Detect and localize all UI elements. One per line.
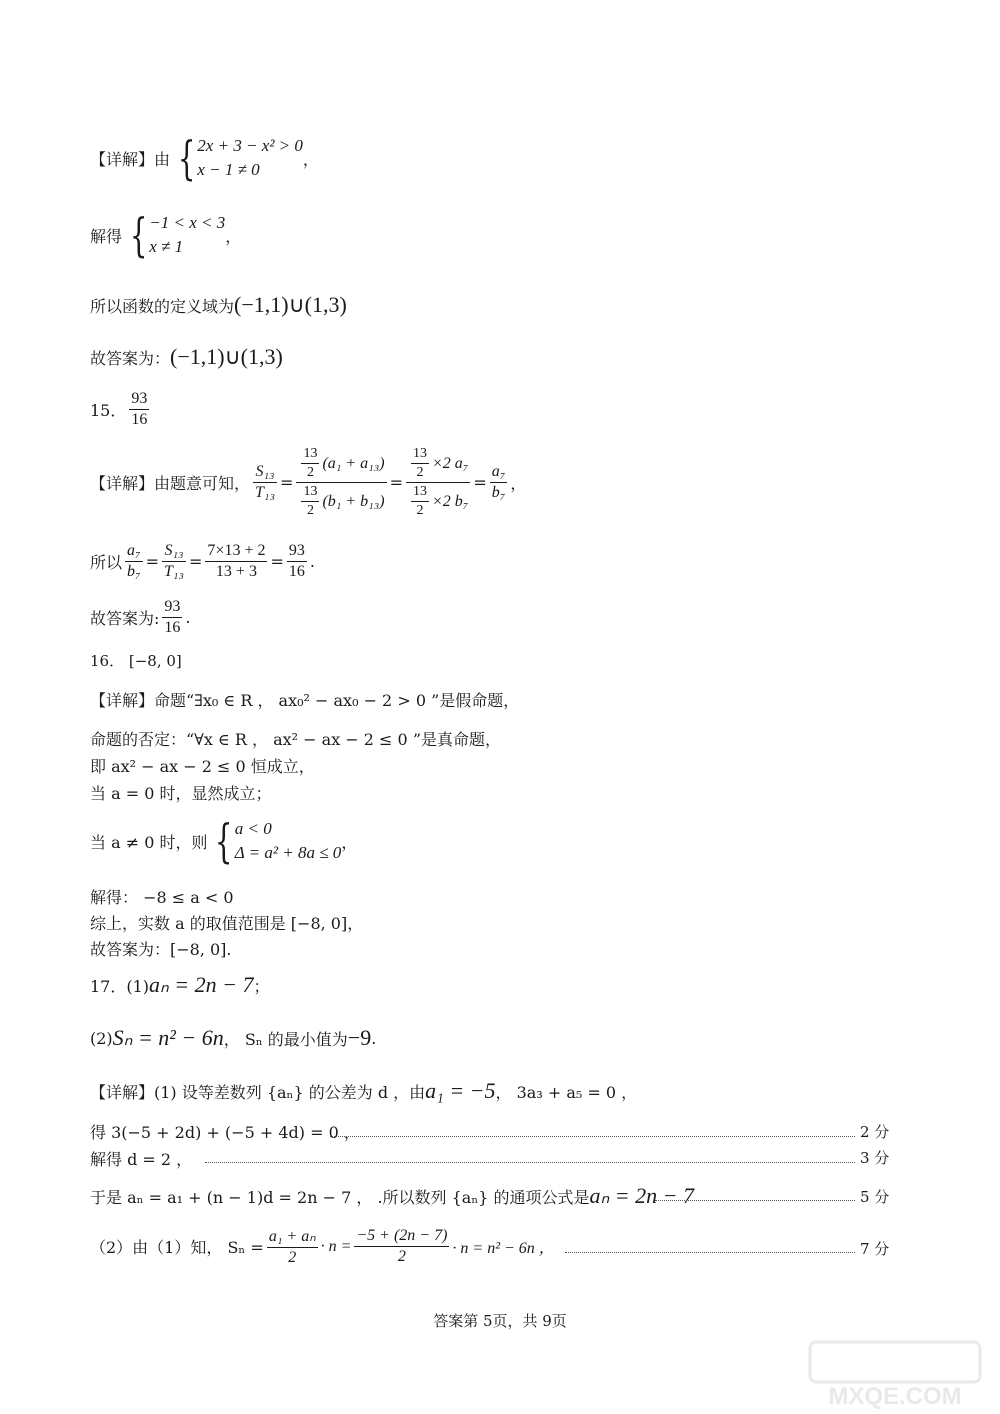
general-term-line: 于是 aₙ = a₁ + (n − 1)d = 2n − 7 ， .所以数列 {aₙ} 的通项公式是 aₙ = 2n − 7 — [90, 1183, 694, 1208]
solution-line: 解得 { −1 < x < 3 x ≠ 1 ， — [90, 208, 242, 262]
summary-line: 综上，实数 a 的取值范围是 [−8, 0]， — [90, 914, 364, 933]
answer-line-14: 故答案为： (−1,1)∪(1,3) — [90, 344, 283, 369]
question-17-part-2: (2) Sₙ = n² − 6n ， Sₙ 的最小值为 −9 . — [90, 1025, 377, 1050]
question-16-answer: 16． [−8, 0] — [90, 652, 182, 670]
case-a-zero: 当 a = 0 时，显然成立； — [90, 784, 272, 803]
ratio-line: 所以 $\frac{\text{a₇}}{\text{b₇}}$ = $\frac{\text{S₁₃}}{\text{T₁₃}}$ = $\frac{7\times 13 + 2}{13 + 3}$ = $\frac{93}{16}$ . — [90, 542, 315, 580]
detail-line-16: 【详解】命题“∃x₀ ∈ R ， ax₀² − ax₀ − 2 > 0 ”是假命题， — [90, 691, 520, 710]
answer-line-16: 故答案为：[−8, 0]. — [90, 940, 232, 959]
answer-line-15: 故答案为: $\frac{93}{16}$ . — [90, 598, 191, 636]
solve-d-line: 解得 d = 2 ， — [90, 1150, 193, 1169]
detail-line-1: 【详解】由 { 2x + 3 − x² > 0 x − 1 ≠ 0 ， — [90, 131, 319, 185]
score-3: 3 分 — [860, 1149, 890, 1167]
always-true-line: 即 ax² − ax − 2 ≤ 0 恒成立， — [90, 757, 315, 776]
solve-a-line: 解得： −8 ≤ a < 0 — [90, 888, 234, 907]
question-17-part-1: 17．(1) aₙ = 2n − 7 ； — [90, 972, 270, 997]
domain-line: 所以函数的定义域为 (−1,1)∪(1,3) — [90, 292, 347, 317]
label-detail: 【详解】由 — [90, 149, 171, 169]
svg-text:MXQE.COM: MXQE.COM — [828, 1383, 962, 1410]
system-of-inequalities: { 2x + 3 − x² > 0 x − 1 ≠ 0 — [177, 131, 303, 185]
sum-line: （2）由（1）知， Sₙ = $\frac{\text{a₁ + aₙ}}{2}$ · n = $\frac{-5 + (2n - 7)}{2}$ · n = n² − 6n ， — [90, 1227, 555, 1266]
detail-line-17: 【详解】(1) 设等差数列 {aₙ} 的公差为 d ，由 a₁ = −5 ， 3a₃ + a₅ = 0 ， — [90, 1078, 638, 1103]
score-2: 2 分 — [860, 1123, 890, 1141]
score-5: 5 分 — [860, 1188, 890, 1206]
equation-line: 得 3(−5 + 2d) + (−5 + 4d) = 0 ， — [90, 1123, 360, 1142]
watermark-logo — [800, 1340, 990, 1410]
score-7: 7 分 — [860, 1240, 890, 1258]
case-a-nonzero: 当 a ≠ 0 时，则 { a < 0 Δ = a² + 8a ≤ 0 ， — [90, 814, 358, 868]
detail-line-15: 【详解】由题意可知， $\frac{\text{S₁₃}}{\text{T₁₃}}$ = $\frac{13}{2}$ (a₁ + a₁₃) $\frac{13}{2}$ (b₁ + b₁₃) = $\frac{13}{2}$ ×2 a₇ $\frac{13}{2}$ ×2 b₇ = $\frac{\text{a₇}}{\text{b₇}}$ ， — [90, 446, 527, 518]
page-footer: 答案第 5页，共 9页 — [433, 1312, 567, 1330]
question-15-answer: 15． $\frac{93}{16}$ — [90, 390, 148, 428]
negation-line: 命题的否定：“∀x ∈ R ， ax² − ax − 2 ≤ 0 ”是真命题， — [90, 730, 501, 749]
solution-system: { −1 < x < 3 x ≠ 1 — [129, 208, 226, 262]
